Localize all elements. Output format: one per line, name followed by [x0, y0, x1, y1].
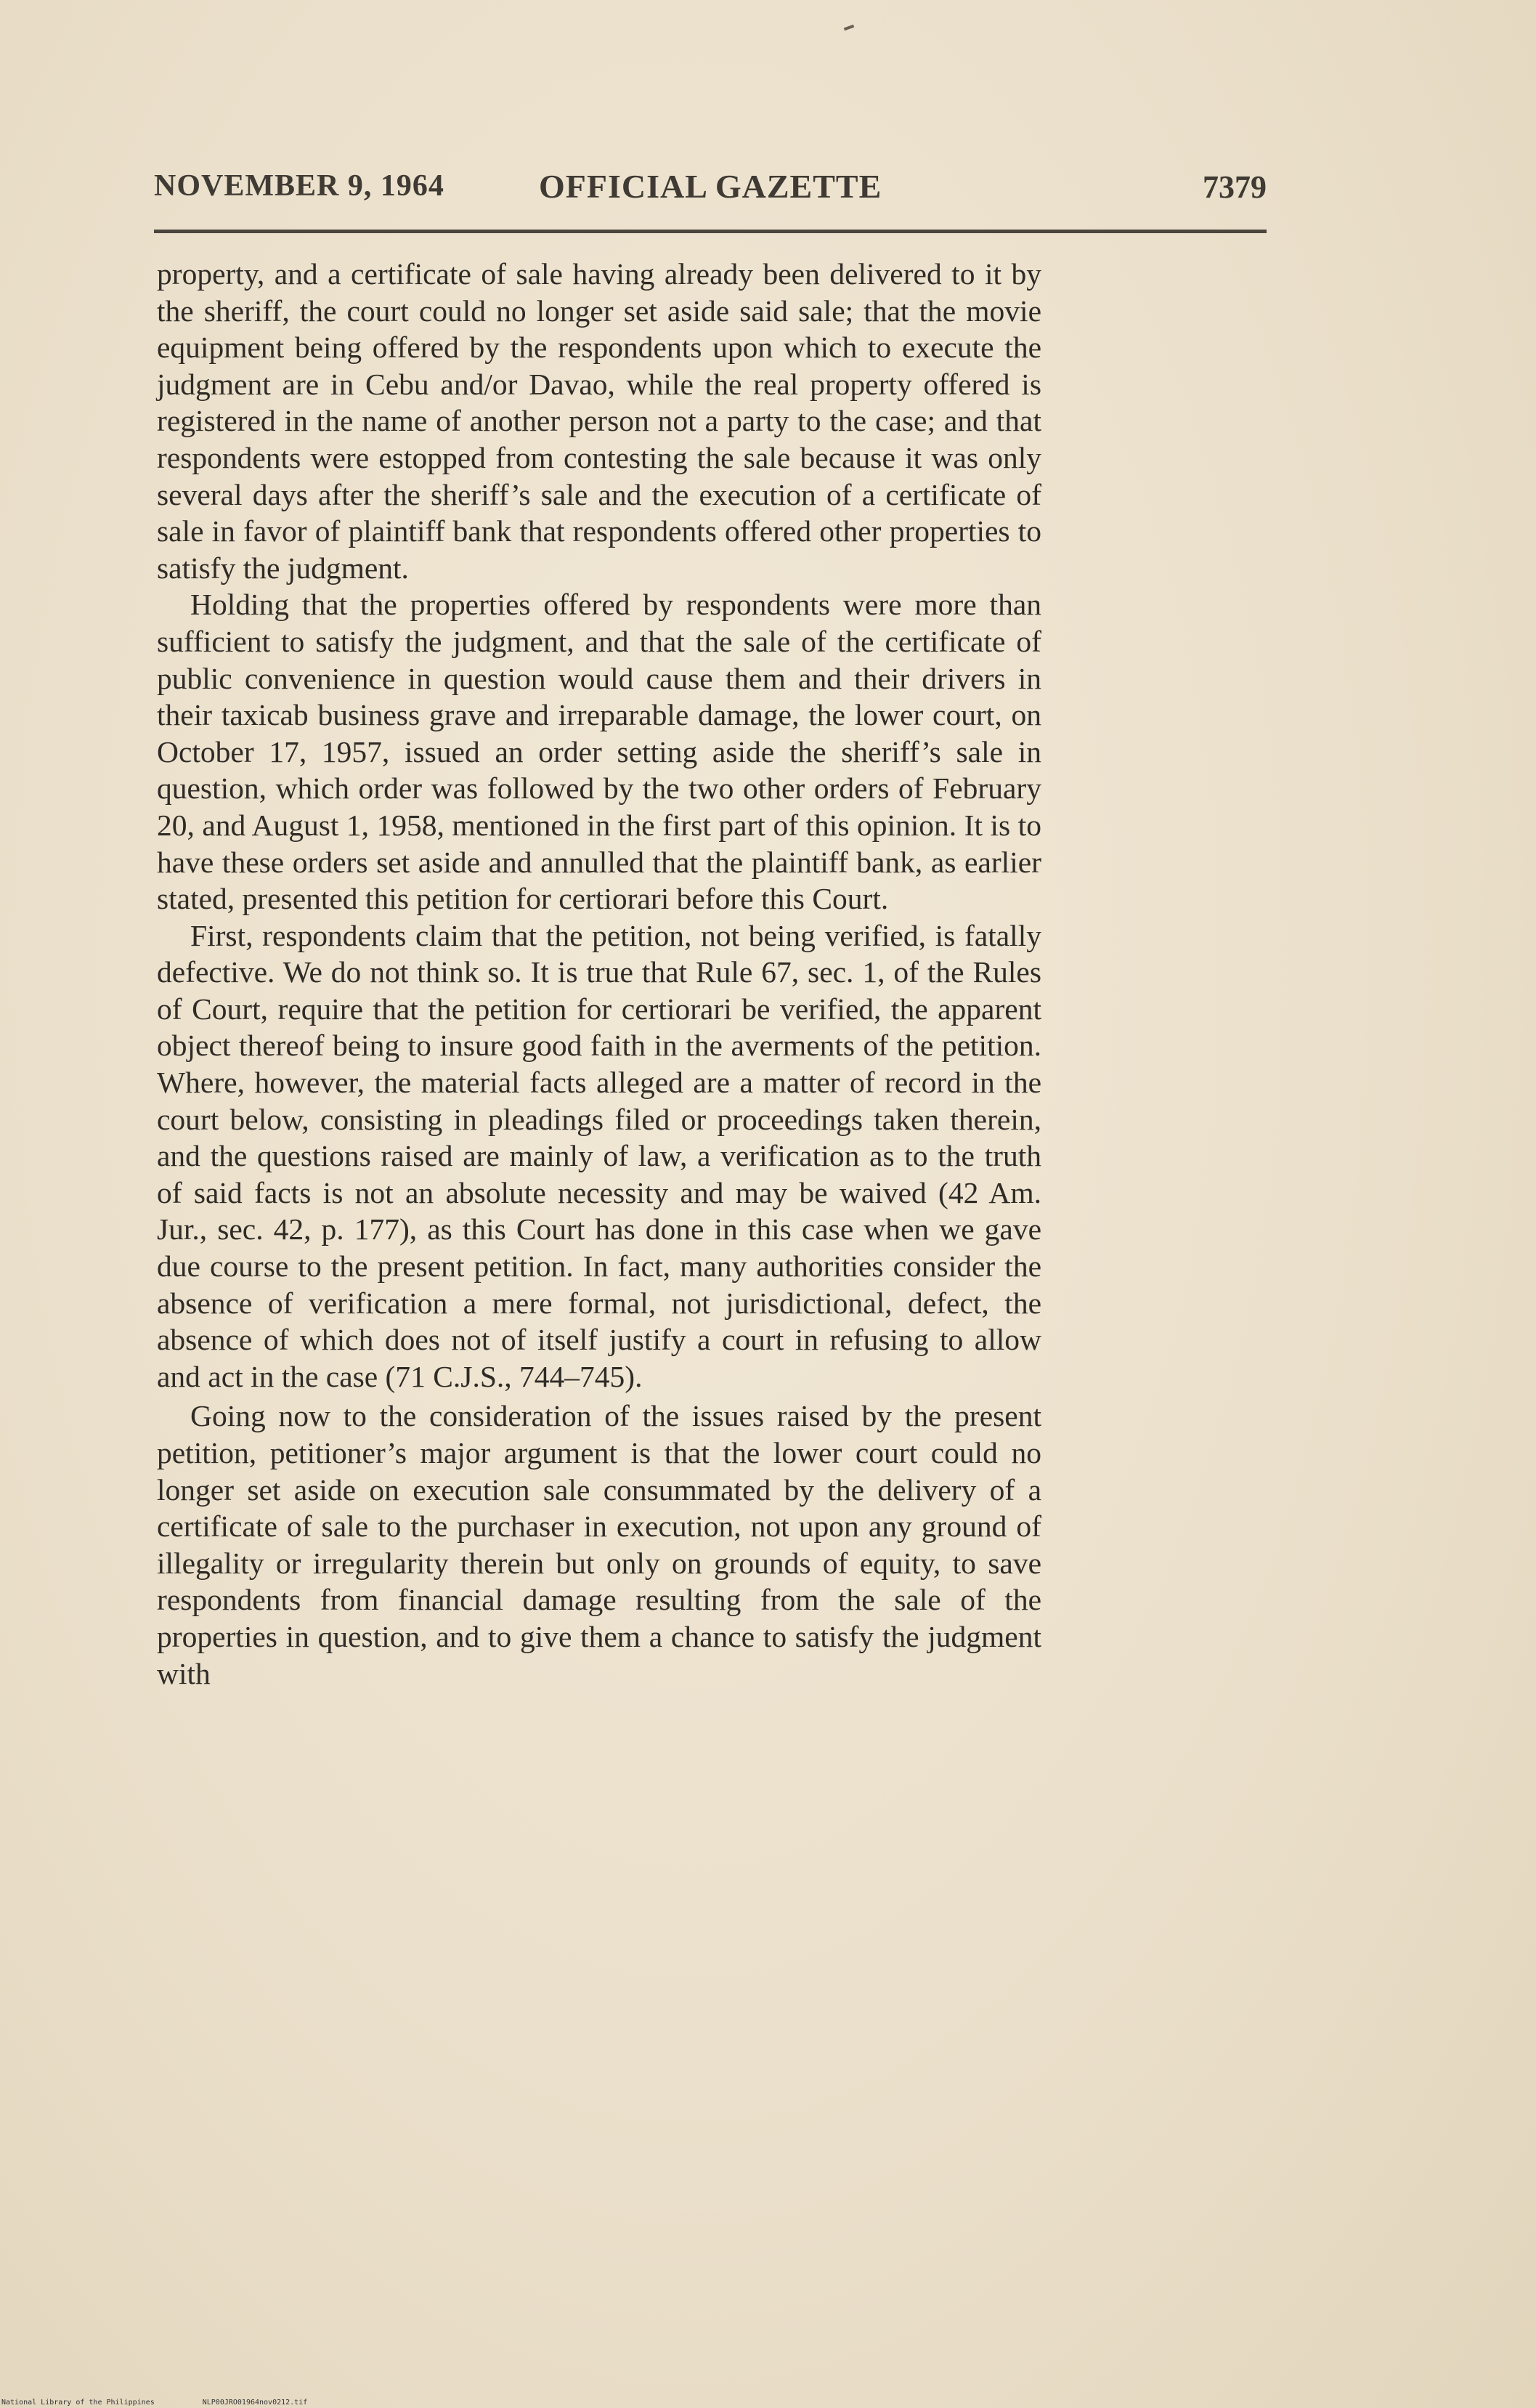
scan-mark — [844, 25, 855, 31]
paragraph-2: Holding that the properties offered by respondents were more than sufficient to satisfy the judgment, and that the sale of the certificate of public convenience in question would cause them and their drivers in their taxicab business grave and irreparable damage, the lower court, on October 17, 1957, issued an order setting aside the sheriff’s sale in question, which order was followed by the two other orders of February 20, and August 1, 1958, mentioned in the first part of this opinion. It is to have these orders set aside and annulled that the plaintiff bank, as earlier stated, presented this petition for certiorari before this Court. — [157, 588, 1041, 916]
footer-library: National Library of the Philippines — [1, 2399, 155, 2407]
header-page-number: 7379 — [1203, 169, 1267, 205]
page-header — [154, 169, 1267, 219]
footer-filename: NLP00JRO01964nov0212.tif — [202, 2399, 308, 2407]
header-rule — [154, 230, 1267, 233]
paragraph-4: Going now to the consideration of the issues raised by the present petition, petitioner’s major argument is that the lower court could no longer set aside on execution sale consummated by the delivery of a certificate of sale to the purchaser in execution, not upon any ground of illegality or irregularity therein but only on grounds of equity, to save respondents from financial damage resulting from the sale of the properties in question, and to give them a chance to satisfy the judgment with — [157, 1399, 1041, 1690]
body-text — [157, 256, 1041, 1692]
paragraph-3: First, respondents claim that the petition, not being verified, is fatally defective. We do not think so. It is true that Rule 67, sec. 1, of the Rules of Court, require that the petition for certiorari be verified, the apparent object thereof being to insure good faith in the averments of the petition. Where, however, the material facts alleged are a matter of record in the court below, consisting in pleadings filed or proceedings taken therein, and the questions raised are mainly of law, a verification as to the truth of said facts is not an absolute necessity and may be waived (42 Am. Jur., sec. 42, p. 177), as this Court has done in this case when we gave due course to the present petition. In fact, many authorities consider the absence of verification a mere formal, not jurisdictional, defect, the absence of which does not of itself justify a court in refusing to allow and act in the case (71 C.J.S., 744–745). — [157, 918, 1041, 1393]
paragraph-1: property, and a certificate of sale having already been delivered to it by the sheriff, the court could no longer set aside said sale; that the movie equipment being offered by the respondents upon which to execute the judgment are in Cebu and/or Davao, while the real property offered is registered in the name of another person not a party to the case; and that respondents were estopped from contesting the sale because it was only several days after the sheriff’s sale and the execution of a certificate of sale in favor of plaintiff bank that respondents offered other properties to satisfy the judgment. — [157, 257, 1041, 585]
scan-footer — [1, 2399, 307, 2407]
header-date: NOVEMBER 9, 1964 — [154, 169, 444, 203]
header-title: OFFICIAL GAZETTE — [539, 168, 882, 205]
